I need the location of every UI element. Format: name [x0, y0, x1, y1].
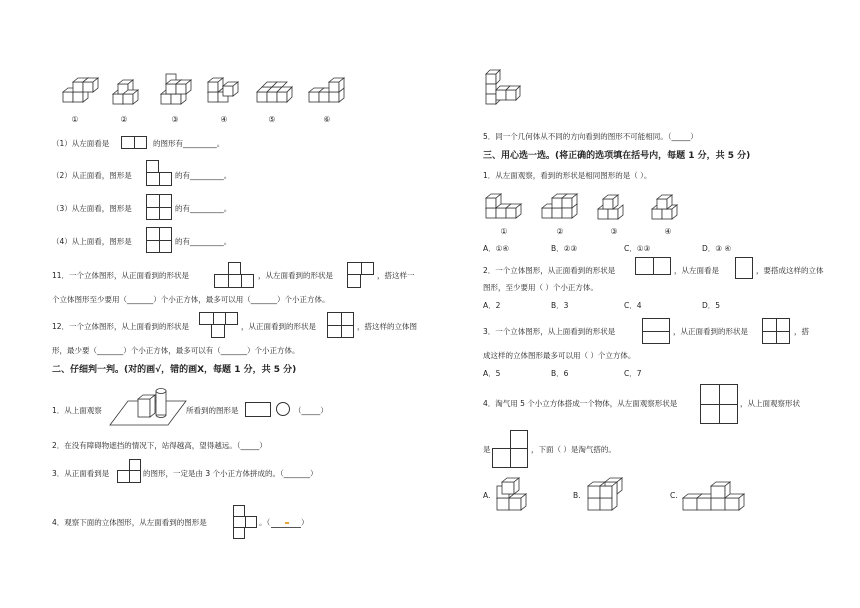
choice3-text-c: ，搭: [794, 327, 809, 336]
choice2-text-b: ，从左面看是: [674, 266, 719, 275]
choice4-figure-a: [494, 474, 534, 516]
judge4-cube-figure: [482, 70, 524, 106]
cube-figure-3: [160, 72, 196, 110]
q11-front-shape: [214, 262, 254, 288]
judge3-prefix: 3．从正面看到是: [52, 469, 110, 478]
judge1-rect-shape: [245, 402, 271, 417]
choice3-line2: 成这样的立体图形最多可以用（ ）个立方体。: [483, 351, 636, 360]
q11-text-c: ，搭这样一: [377, 271, 415, 280]
judge1-prefix: 1．从上面观察: [52, 406, 102, 415]
choice4-text-c: 是: [483, 445, 491, 454]
q11-line2: 个立体图形至少要用（_______）个小正方体，最多可以用（_______）个小正方体。: [52, 295, 330, 304]
choice1-label-4: ④: [664, 227, 672, 236]
choice2-option-b: B．3: [551, 301, 569, 310]
choice2-option-c: C．4: [624, 301, 642, 310]
q10-part3-suffix: 的有_________。: [175, 204, 232, 213]
choice2-option-a: A．2: [483, 301, 501, 310]
choice2-front-shape: [635, 257, 671, 275]
choice4-left-shape: [700, 384, 738, 424]
choice4-option-b: B.: [573, 491, 581, 500]
choice4-text-b: ，从上面观察形状: [740, 399, 800, 408]
cylinder-cube-figure: [108, 387, 188, 429]
choice1-option-d: D．③ ④: [702, 244, 732, 253]
q10-part2-prefix: （2）从正面看，图形是: [52, 171, 132, 180]
shape-square-four: [146, 194, 172, 220]
judge3-suffix: 的图形，一定是由 3 个小正方体拼成的。（_______）: [143, 469, 318, 478]
judge4-paren-open: 。（: [259, 518, 271, 527]
q12-front-shape: [327, 312, 354, 338]
q10-part4-prefix: （4）从上面看，图形是: [52, 237, 132, 246]
q11-left-shape: [347, 262, 374, 288]
q12-text-c: ，搭这样的立体图: [357, 322, 417, 331]
shape-two-horizontal: [121, 136, 147, 149]
choice1-option-c: C．①③: [624, 244, 651, 253]
judge2-text: 2．在没有障碍物遮挡的情况下，站得越高，望得越远。（_____）: [52, 441, 267, 450]
shape-square-four-top: [146, 227, 172, 253]
choice1-stem: 1．从左面观察，看到的形状是相同图形的是（ ）。: [483, 171, 652, 180]
choice1-label-1: ①: [500, 227, 508, 236]
judge1-circle-shape: [276, 402, 290, 416]
cube-figure-4: [207, 76, 243, 110]
figure-label-3: ③: [171, 115, 179, 124]
choice2-text-c: ，要搭成这样的立体: [756, 266, 824, 275]
q10-part3-prefix: （3）从左面看，图形是: [52, 204, 132, 213]
q12-line2: 形，最少要（_______）个小正方体，最多可以有（_______）个小正方体。: [52, 346, 300, 355]
choice4-text-d: ，下面（ ）是淘气搭的。: [531, 445, 616, 454]
choice1-label-3: ③: [610, 227, 618, 236]
cube-figure-2: [112, 78, 144, 110]
judge4-shape: [233, 505, 257, 539]
cube-figure-5: [256, 80, 294, 110]
q12-top-shape: [199, 312, 238, 338]
judge4-blank-line: [271, 527, 301, 528]
choice2-left-shape: [735, 257, 753, 279]
choice3-option-a: A．5: [483, 369, 501, 378]
q10-part2-suffix: 的有_________。: [175, 171, 232, 180]
judge5-text: 5．同一个几何体从不同的方向看到的图形不可能相同。（_____）: [483, 132, 698, 141]
section2-title: 二、仔细判一判。(对的画√，错的画X，每题 1 分，共 5 分): [52, 365, 297, 375]
choice3-option-b: B．6: [551, 369, 569, 378]
section3-title: 三、用心选一选。(将正确的选项填在括号内，每题 1 分，共 5 分): [483, 151, 751, 161]
cube-figure-1: [62, 76, 102, 112]
choice3-text-a: 3．一个立体图形，从上面看到的形状是: [483, 327, 616, 336]
figure-label-4: ④: [220, 115, 228, 124]
choice4-figure-c: [681, 474, 751, 516]
judge4-orange-mark: [285, 522, 289, 524]
choice2-text-a: 2．一个立体图形，从正面看到的形状是: [483, 266, 616, 275]
choice1-label-2: ②: [556, 227, 564, 236]
q10-part1-suffix: 的图形有_________。: [153, 139, 225, 148]
choice3-option-c: C．7: [624, 369, 642, 378]
q12-text-a: 12．一个立体图形，从上面看到的形状是: [52, 322, 190, 331]
q10-part4-suffix: 的有_________。: [175, 237, 232, 246]
choice1-figure-2: [541, 192, 581, 224]
judge1-middle: 所看到的图形是: [186, 406, 239, 415]
q11-text-b: ，从左面看到的形状是: [258, 271, 333, 280]
choice4-text-a: 4．淘气用 5 个小立方体搭成一个物体，从左面观察形状是: [483, 399, 678, 408]
cube-figure-6: [308, 78, 348, 110]
figure-label-1: ①: [71, 115, 79, 124]
figure-label-2: ②: [120, 115, 128, 124]
judge4-paren-close: ）: [301, 518, 309, 527]
choice1-figure-1: [485, 194, 525, 224]
choice4-option-a: A.: [483, 491, 491, 500]
choice1-option-a: A．①④: [483, 244, 510, 253]
figure-label-6: ⑥: [323, 115, 331, 124]
q10-part1-prefix: （1）从左面看是: [52, 139, 110, 148]
figure-label-5: ⑤: [268, 115, 276, 124]
judge3-shape: [117, 459, 141, 483]
choice1-figure-4: [651, 193, 687, 225]
q11-text-a: 11．一个立体图形，从正面看到的形状是: [52, 271, 190, 280]
choice4-option-c: C.: [670, 491, 678, 500]
choice3-top-shape: [642, 318, 670, 344]
choice3-front-shape: [762, 318, 790, 344]
choice1-option-b: B．②③: [551, 244, 578, 253]
choice4-top-shape: [492, 430, 528, 468]
choice1-figure-3: [597, 193, 633, 225]
choice2-option-d: D．5: [702, 301, 721, 310]
judge1-answer: （_____）: [294, 406, 328, 415]
choice2-line2: 图形，至少要用（ ）个小正方体。: [483, 283, 598, 292]
choice4-figure-b: [585, 474, 633, 516]
shape-l-three: [146, 160, 172, 186]
judge4-prefix: 4．观察下面的立体图形，从左面看到的图形是: [52, 518, 207, 527]
choice3-text-b: ，从正面看到的形状是: [673, 327, 748, 336]
q12-text-b: ，从正面看到的形状是: [241, 322, 316, 331]
